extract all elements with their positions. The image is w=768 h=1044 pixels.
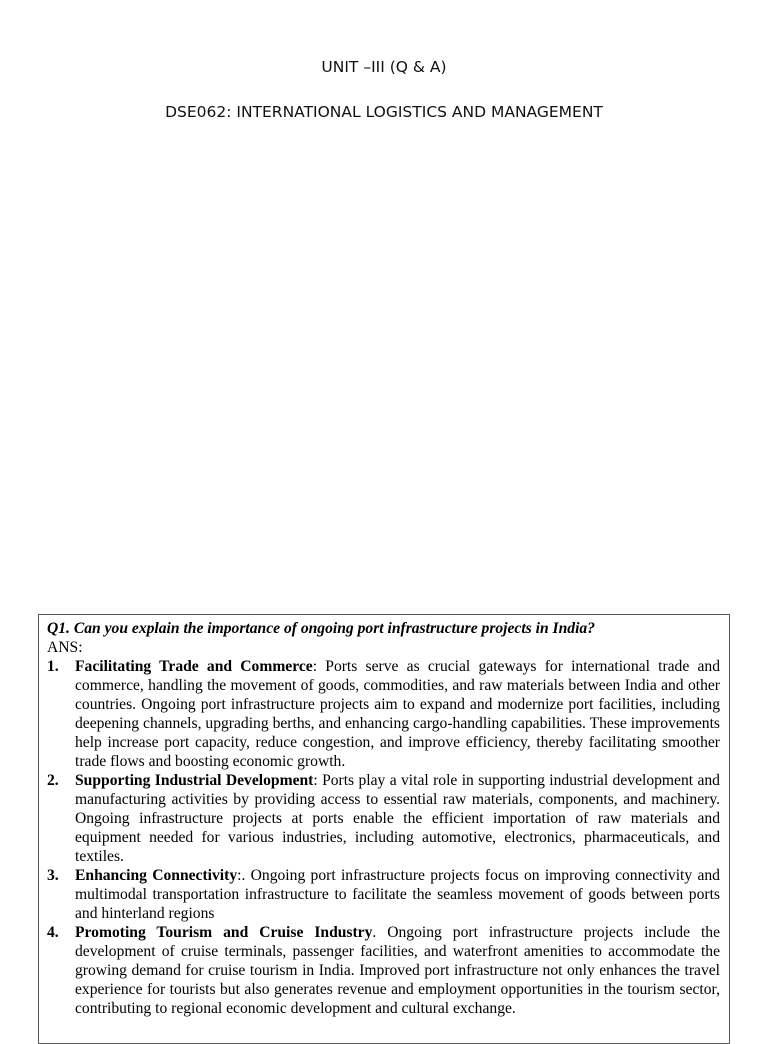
answer-item <box>47 923 720 1018</box>
unit-title: UNIT –III (Q & A) <box>321 58 447 76</box>
question-text: Q1. Can you explain the importance of ongoing port infrastructure projects in India? <box>47 620 596 637</box>
answer-list <box>47 657 720 1018</box>
item-number: 1. <box>47 658 59 675</box>
item-number: 4. <box>47 924 59 941</box>
answer-label: ANS: <box>47 639 83 656</box>
item-heading: Supporting Industrial Development <box>75 772 314 789</box>
course-title: DSE062: INTERNATIONAL LOGISTICS AND MANAGEMENT <box>165 103 603 121</box>
item-separator: . <box>372 924 388 941</box>
item-heading: Facilitating Trade and Commerce <box>75 658 313 675</box>
answer-item <box>47 657 720 771</box>
item-number: 2. <box>47 772 59 789</box>
item-number: 3. <box>47 867 59 884</box>
answer-item <box>47 771 720 866</box>
item-separator: :. <box>237 867 251 884</box>
item-text: Ongoing port infrastructure projects include the development of cruise terminals, passenger facilities, and waterfront amenities to accommodate the growing demand for cruise tourism in India. Improved port infrastructure not only enhances the travel experience for tourists but also generates revenue and employment opportunities in the tourism sector, contributing to regional economic development and cultural exchange. <box>75 924 720 1017</box>
item-heading: Promoting Tourism and Cruise Industry <box>75 924 373 941</box>
item-heading: Enhancing Connectivity <box>75 867 238 884</box>
item-text: Ongoing port infrastructure projects focus on improving connectivity and multimodal transportation infrastructure to facilitate the seamless movement of goods between ports and hinterland regions <box>75 867 720 922</box>
item-separator: : <box>313 772 323 789</box>
answer-item <box>47 866 720 923</box>
item-separator: : <box>312 658 326 675</box>
qa-box <box>38 614 730 1044</box>
item-text: Ports serve as crucial gateways for international trade and commerce, handling the movement of goods, commodities, and raw materials between India and other countries. Ongoing port infrastructure projects aim to expand and modernize port facilities, including deepening channels, upgrading berths, and enhancing cargo-handling capabilities. These improvements help increase port capacity, reduce congestion, and improve efficiency, thereby facilitating smoother trade flows and boosting economic growth. <box>75 658 721 770</box>
item-text: Ports play a vital role in supporting industrial development and manufacturing activities by providing access to essential raw materials, components, and machinery. Ongoing infrastructure projects at ports enable the efficient importation of raw materials and equipment needed for various industries, including automotive, electronics, pharmaceuticals, and textiles. <box>75 772 720 865</box>
